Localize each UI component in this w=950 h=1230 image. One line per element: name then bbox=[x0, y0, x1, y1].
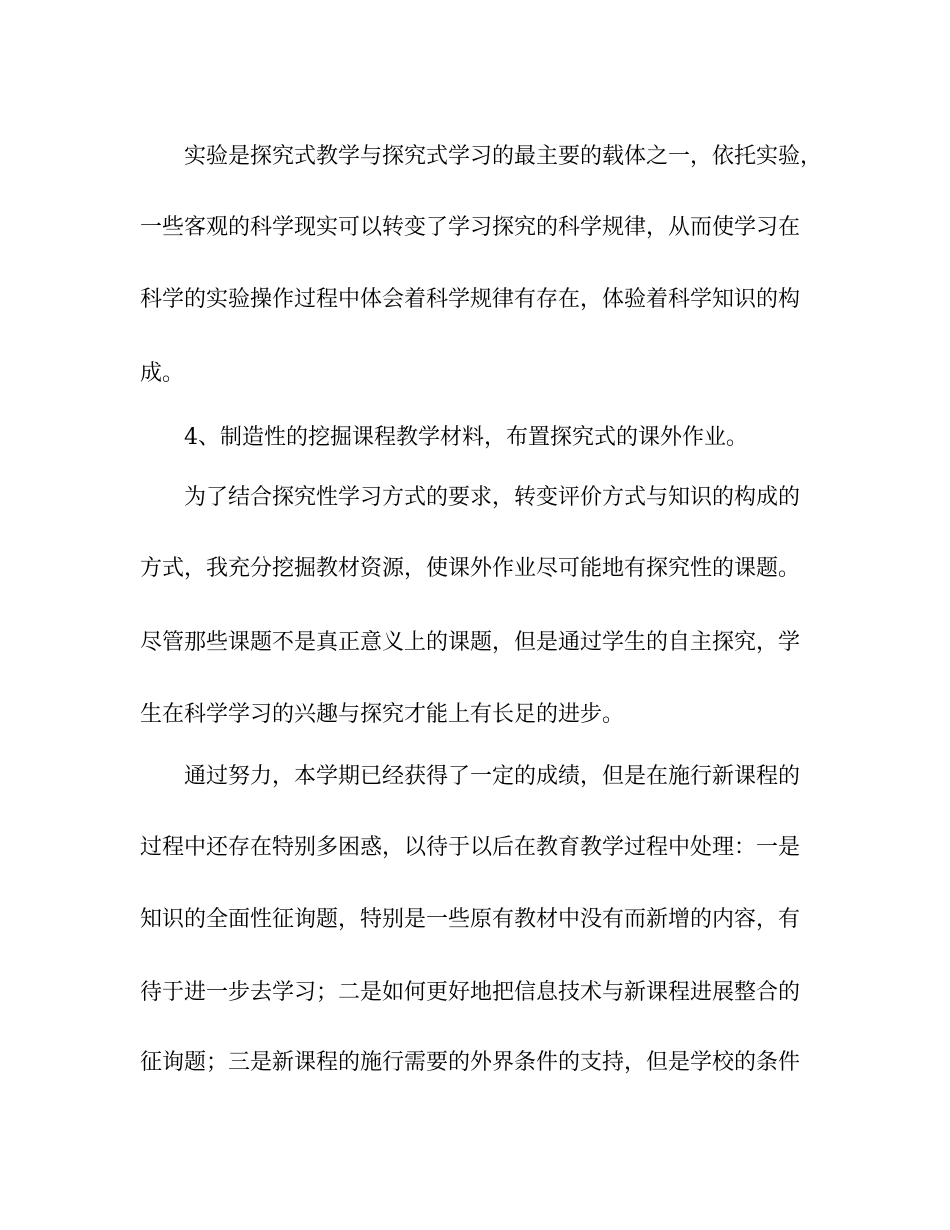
paragraph-2-line-1: 为了结合探究性学习方式的要求，转变评价方式与知识的构成的 bbox=[184, 485, 801, 510]
paragraph-1-line-1: 实验是探究式教学与探究式学习的最主要的载体之一，依托实验， bbox=[184, 144, 823, 169]
paragraph-2-line-3: 尽管那些课题不是真正意义上的课题，但是通过学生的自主探究，学 bbox=[140, 630, 801, 655]
paragraph-1-line-4: 成。 bbox=[140, 361, 185, 386]
paragraph-3-line-5: 征询题；三是新课程的施行需要的外界条件的支持，但是学校的条件 bbox=[140, 1050, 801, 1075]
paragraph-1-line-3: 科学的实验操作过程中体会着科学规律有存在，体验着科学知识的构 bbox=[140, 287, 801, 312]
paragraph-3-line-2: 过程中还存在特别多困惑，以待于以后在教育教学过程中处理：一是 bbox=[140, 835, 801, 860]
paragraph-1-line-2: 一些客观的科学现实可以转变了学习探究的科学规律，从而使学习在 bbox=[140, 215, 801, 240]
paragraph-2-line-4: 生在科学学习的兴趣与探究才能上有长足的进步。 bbox=[140, 702, 625, 727]
paragraph-3-line-4: 待于进一步去学习；二是如何更好地把信息技术与新课程进展整合的 bbox=[140, 980, 801, 1005]
paragraph-2-line-2: 方式，我充分挖掘教材资源，使课外作业尽可能地有探究性的课题。 bbox=[140, 556, 801, 581]
paragraph-3-line-3: 知识的全面性征询题，特别是一些原有教材中没有而新增的内容，有 bbox=[140, 907, 801, 932]
paragraph-3-line-1: 通过努力，本学期已经获得了一定的成绩，但是在施行新课程的 bbox=[184, 764, 801, 789]
section-heading-4: 4、制造性的挖掘课程教学材料，布置探究式的课外作业。 bbox=[184, 425, 748, 450]
